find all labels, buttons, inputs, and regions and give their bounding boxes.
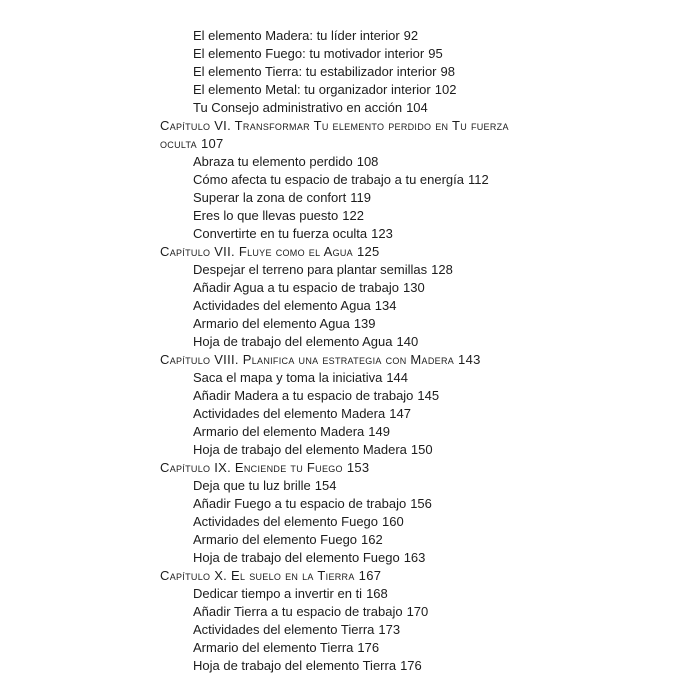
toc-entry-page-number: 170 xyxy=(406,604,429,619)
toc-entry-page-number: 139 xyxy=(353,316,376,331)
toc-entry-title: Cómo afecta tu espacio de trabajo a tu energía xyxy=(193,172,465,187)
toc-entry-title: El elemento Fuego: tu motivador interior xyxy=(193,46,425,61)
toc-entry-page-number: 123 xyxy=(371,226,393,241)
toc-entry-title: oculta xyxy=(160,136,197,151)
toc-entry-page-number: 140 xyxy=(396,334,419,349)
toc-entry xyxy=(0,189,700,207)
toc-entry xyxy=(0,531,700,549)
toc-entry xyxy=(0,639,700,657)
toc-entry-page-number: 149 xyxy=(368,424,390,439)
toc-entry-title: Deja que tu luz brille xyxy=(193,478,311,493)
toc-entry-title: Capítulo VI. Transformar Tu elemento perdido en Tu fuerza xyxy=(160,118,509,133)
toc-entry-title: Armario del elemento Agua xyxy=(193,316,350,331)
toc-entry-title: Abraza tu elemento perdido xyxy=(193,154,353,169)
toc-entry xyxy=(0,387,700,405)
toc-entry xyxy=(0,297,700,315)
toc-entry-page-number: 173 xyxy=(378,622,401,637)
toc-entry-title: El elemento Tierra: tu estabilizador interior xyxy=(193,64,437,79)
toc-entry-page-number: 112 xyxy=(468,172,489,187)
toc-entry-title: Actividades del elemento Agua xyxy=(193,298,371,313)
toc-entry xyxy=(0,99,700,117)
toc-entry-page-number: 145 xyxy=(417,388,440,403)
toc-entry xyxy=(0,603,700,621)
toc-entry-title: Añadir Agua a tu espacio de trabajo xyxy=(193,280,399,295)
toc-entry-page-number: 153 xyxy=(346,460,370,475)
toc-entry-page-number: 122 xyxy=(342,208,364,223)
toc-entry-title: Capítulo VIII. Planifica una estrategia con Madera xyxy=(160,352,455,367)
toc-entry xyxy=(0,207,700,225)
toc-entry xyxy=(0,621,700,639)
toc-entry xyxy=(0,45,700,63)
toc-entry-title: Eres lo que llevas puesto xyxy=(193,208,339,223)
toc-entry xyxy=(0,171,700,189)
toc-entry xyxy=(0,657,700,675)
toc-entry xyxy=(0,423,700,441)
table-of-contents xyxy=(0,27,700,675)
toc-entry-title: Armario del elemento Fuego xyxy=(193,532,358,547)
toc-entry xyxy=(0,81,700,99)
toc-chapter-heading xyxy=(0,351,700,369)
toc-entry-title: Actividades del elemento Fuego xyxy=(193,514,379,529)
toc-entry-page-number: 108 xyxy=(356,154,379,169)
toc-entry-title: Capítulo VII. Fluye como el Agua xyxy=(160,244,353,259)
toc-entry-title: Dedicar tiempo a invertir en ti xyxy=(193,586,363,601)
toc-entry xyxy=(0,477,700,495)
toc-entry-page-number: 147 xyxy=(389,406,411,421)
toc-entry-page-number: 128 xyxy=(431,262,453,277)
toc-entry-page-number: 104 xyxy=(406,100,428,115)
toc-chapter-heading xyxy=(0,243,700,261)
toc-entry-page-number: 162 xyxy=(361,532,383,547)
toc-entry-title: Añadir Tierra a tu espacio de trabajo xyxy=(193,604,403,619)
toc-entry-page-number: 102 xyxy=(434,82,457,97)
toc-entry-title: El elemento Metal: tu organizador interior xyxy=(193,82,431,97)
toc-entry-page-number: 95 xyxy=(428,46,443,61)
toc-entry xyxy=(0,279,700,297)
toc-entry-page-number: 160 xyxy=(382,514,404,529)
toc-entry-title: Armario del elemento Tierra xyxy=(193,640,354,655)
toc-entry xyxy=(0,225,700,243)
toc-entry xyxy=(0,495,700,513)
toc-entry-page-number: 119 xyxy=(350,190,371,205)
toc-entry-page-number: 154 xyxy=(314,478,337,493)
toc-entry-title: Saca el mapa y toma la iniciativa xyxy=(193,370,383,385)
toc-entry-title: Hoja de trabajo del elemento Madera xyxy=(193,442,407,457)
toc-entry-page-number: 143 xyxy=(458,352,481,367)
toc-entry xyxy=(0,369,700,387)
toc-entry xyxy=(0,441,700,459)
toc-entry-title: Armario del elemento Madera xyxy=(193,424,365,439)
toc-entry xyxy=(0,63,700,81)
toc-entry-title: Capítulo X. El suelo en la Tierra xyxy=(160,568,355,583)
toc-entry xyxy=(0,27,700,45)
toc-entry-page-number: 150 xyxy=(410,442,433,457)
toc-entry-page-number: 156 xyxy=(410,496,432,511)
toc-entry-page-number: 134 xyxy=(374,298,397,313)
toc-entry-title: Hoja de trabajo del elemento Agua xyxy=(193,334,393,349)
toc-chapter-heading xyxy=(0,459,700,477)
toc-chapter-heading xyxy=(0,567,700,585)
toc-entry-title: Capítulo IX. Enciende tu Fuego xyxy=(160,460,343,475)
toc-entry xyxy=(0,261,700,279)
toc-entry-title: Actividades del elemento Madera xyxy=(193,406,386,421)
toc-chapter-heading xyxy=(0,117,700,135)
toc-entry-title: El elemento Madera: tu líder interior xyxy=(193,28,400,43)
toc-entry-title: Convertirte en tu fuerza oculta xyxy=(193,226,368,241)
toc-entry xyxy=(0,405,700,423)
toc-entry-title: Hoja de trabajo del elemento Fuego xyxy=(193,550,400,565)
toc-entry xyxy=(0,549,700,567)
toc-entry-title: Añadir Fuego a tu espacio de trabajo xyxy=(193,496,407,511)
toc-entry-title: Hoja de trabajo del elemento Tierra xyxy=(193,658,397,673)
toc-entry xyxy=(0,333,700,351)
toc-entry-title: Superar la zona de confort xyxy=(193,190,347,205)
toc-entry-page-number: 168 xyxy=(366,586,388,601)
toc-entry xyxy=(0,153,700,171)
toc-entry-page-number: 125 xyxy=(356,244,380,259)
toc-entry-page-number: 98 xyxy=(440,64,455,79)
toc-entry-page-number: 130 xyxy=(402,280,425,295)
toc-entry-title: Añadir Madera a tu espacio de trabajo xyxy=(193,388,414,403)
toc-entry xyxy=(0,315,700,333)
toc-entry-page-number: 107 xyxy=(200,136,224,151)
toc-entry-page-number: 144 xyxy=(386,370,409,385)
toc-entry-title: Actividades del elemento Tierra xyxy=(193,622,375,637)
toc-entry-page-number: 92 xyxy=(403,28,419,43)
toc-entry-page-number: 176 xyxy=(357,640,380,655)
toc-entry-page-number: 167 xyxy=(358,568,382,583)
toc-entry xyxy=(0,513,700,531)
toc-entry-page-number: 163 xyxy=(403,550,426,565)
toc-chapter-heading-continued xyxy=(0,135,700,153)
toc-entry xyxy=(0,585,700,603)
toc-entry-title: Tu Consejo administrativo en acción xyxy=(193,100,403,115)
toc-entry-page-number: 176 xyxy=(400,658,422,673)
toc-entry-title: Despejar el terreno para plantar semillas xyxy=(193,262,428,277)
